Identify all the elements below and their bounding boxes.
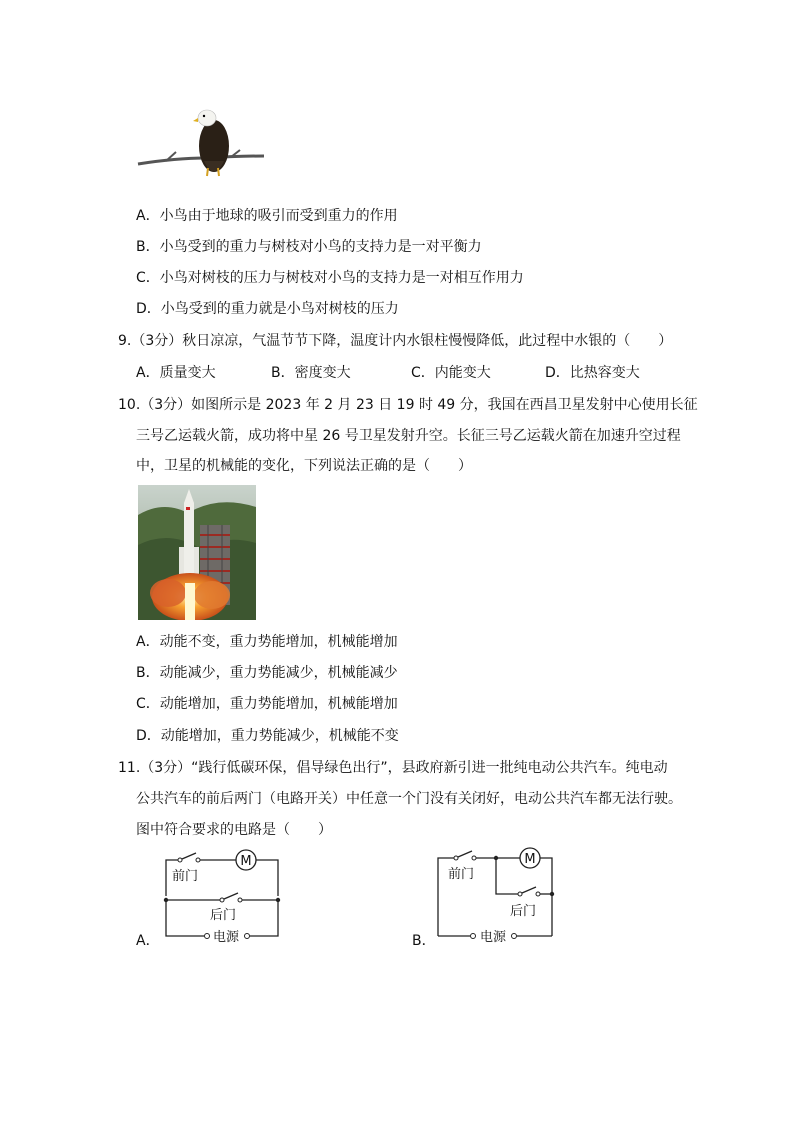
circuit-b-power-label: 电源 xyxy=(480,930,507,945)
circuit-b-front-door-label: 前门 xyxy=(448,867,475,882)
q10-stem-line-1: 10.（3分）如图所示是 2023 年 2 月 23 日 19 时 49 分，我国在西昌卫星发射中心使用长征 xyxy=(118,397,698,413)
q9-option-d: D．比热容变大 xyxy=(545,365,640,381)
circuit-b-back-door-label: 后门 xyxy=(510,904,537,919)
circuit-a-power-label: 电源 xyxy=(213,930,240,945)
circuit-b-motor-label: M xyxy=(524,852,536,867)
q11-stem-line-2: 公共汽车的前后两门（电路开关）中任意一个门没有关闭好，电动公共汽车都无法行驶。 xyxy=(136,791,682,807)
q11-stem-line-3: 图中符合要求的电路是（ ） xyxy=(136,822,332,838)
q11-stem-line-1: 11.（3分）“践行低碳环保，倡导绿色出行”，县政府新引进一批纯电动公共汽车。纯电动 xyxy=(118,760,668,776)
q8-option-c: C．小鸟对树枝的压力与树枝对小鸟的支持力是一对相互作用力 xyxy=(136,270,524,286)
q10-stem-line-3: 中，卫星的机械能的变化，下列说法正确的是（ ） xyxy=(136,458,472,474)
circuit-a-front-door-label: 前门 xyxy=(172,869,199,884)
q10-option-b: B．动能减少，重力势能减少，机械能减少 xyxy=(136,665,398,681)
rocket-launch-photo xyxy=(138,485,256,620)
q8-option-a: A．小鸟由于地球的吸引而受到重力的作用 xyxy=(136,208,398,224)
circuit-b-diagram xyxy=(432,846,562,946)
circuit-a-diagram xyxy=(158,846,288,946)
q10-option-a: A．动能不变，重力势能增加，机械能增加 xyxy=(136,634,398,650)
circuit-b-option-label: B． xyxy=(412,933,436,949)
q9-option-a: A．质量变大 xyxy=(136,365,216,381)
circuit-a-motor-label: M xyxy=(240,854,252,869)
q9-options xyxy=(136,363,696,383)
circuit-a-back-door-label: 后门 xyxy=(210,908,237,923)
eagle-illustration xyxy=(136,106,266,182)
q9-stem: 9.（3分）秋日凉凉，气温节节下降，温度计内水银柱慢慢降低，此过程中水银的（ ） xyxy=(118,333,673,349)
q8-option-d: D．小鸟受到的重力就是小鸟对树枝的压力 xyxy=(136,301,399,317)
q9-option-c: C．内能变大 xyxy=(411,365,491,381)
q9-option-b: B．密度变大 xyxy=(271,365,351,381)
q10-stem-line-2: 三号乙运载火箭，成功将中星 26 号卫星发射升空。长征三号乙运载火箭在加速升空过程 xyxy=(136,428,681,444)
q8-option-b: B．小鸟受到的重力与树枝对小鸟的支持力是一对平衡力 xyxy=(136,239,482,255)
q10-option-d: D．动能增加，重力势能减少，机械能不变 xyxy=(136,728,399,744)
circuit-a-option-label: A． xyxy=(136,933,160,949)
q10-option-c: C．动能增加，重力势能增加，机械能增加 xyxy=(136,696,398,712)
